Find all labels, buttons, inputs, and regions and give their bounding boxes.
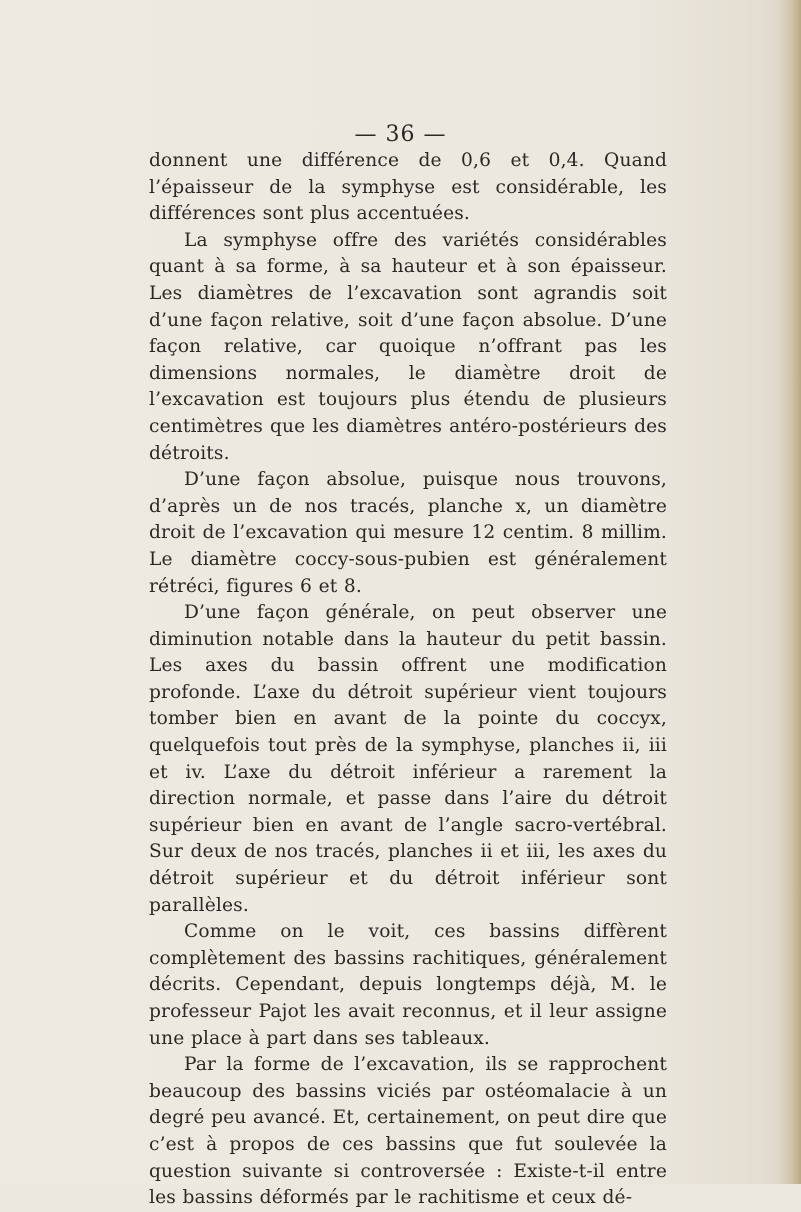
paragraph-1: donnent une différence de 0,6 et 0,4. Quand l’épaisseur de la symphyse est considérable, les différences sont plus accentuées. [149, 150, 667, 225]
page-number: — 36 — [354, 122, 447, 147]
paragraph-4: D’une façon générale, on peut observer une diminution notable dans la hauteur du petit bassin. Les axes du bassin offrent une modification profonde. L’axe du détroit supérieur vient toujours tomber bien en avant de la pointe du coccyx, quelquefois tout près de la symphyse, planches ii, iii et iv. L’axe du détroit inférieur a rarement la direction normale, et passe dans l’aire du détroit supérieur bien en avant de l’angle sacro-vertébral. Sur deux de nos tracés, planches ii et iii, les axes du détroit supérieur et du détroit inférieur sont parallèles. [149, 602, 667, 916]
page-edge-shadow [779, 0, 801, 1184]
paragraph-6: Par la forme de l’excavation, ils se rapprochent beaucoup des bassins viciés par ostéomalacie à un degré peu avancé. Et, certainement, on peut dire que c’est à propos de ces bassins que fut soulevée la question suivante si controversée : Existe-t-il entre les bassins déformés par le rachitisme et ceux dé- [149, 1054, 667, 1209]
paragraph-3: D’une façon absolue, puisque nous trouvons, d’après un de nos tracés, planche x, un diamètre droit de l’excavation qui mesure 12 centim. 8 millim. Le diamètre coccy-sous-pubien est généralement rétréci, figures 6 et 8. [149, 469, 667, 597]
paragraph-2: La symphyse offre des variétés considérables quant à sa forme, à sa hauteur et à son épaisseur. Les diamètres de l’excavation sont agrandis soit d’une façon relative, soit d’une façon absolue. D’une façon relative, car quoique n’offrant pas les dimensions normales, le diamètre droit de l’excavation est toujours plus étendu de plusieurs centimètres que les diamètres antéro-postérieurs des détroits. [149, 229, 667, 464]
body-text [149, 148, 667, 1212]
paragraph-5: Comme on le voit, ces bassins diffèrent complètement des bassins rachitiques, généralement décrits. Cependant, depuis longtemps déjà, M. le professeur Pajot les avait reconnus, et il leur assigne une place à part dans ses tableaux. [149, 921, 667, 1049]
